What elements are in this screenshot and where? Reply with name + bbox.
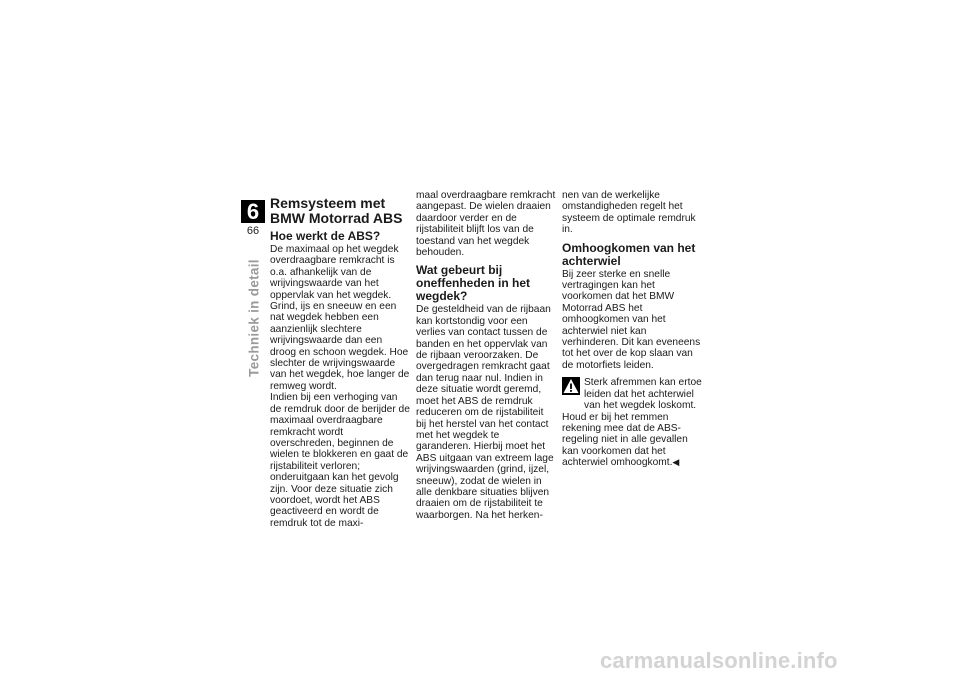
heading-road-unevenness: Wat gebeurt bij oneffenheden in het wegdek?	[416, 263, 530, 304]
heading-how-abs-works: Hoe werkt de ABS?	[270, 229, 381, 243]
paragraph: Bij zeer sterke en snelle vertragingen kan het voorkomen dat het BMW Motorrad ABS het omhoogkomen van het achterwiel niet kan verhinderen. Dit kan eveneens tot het over de kop slaan van de motorfiets leiden.	[562, 268, 701, 371]
paragraph: nen van de werkelijke omstandigheden regelt het systeem de optimale remdruk in.	[562, 190, 696, 236]
paragraph: Indien bij een verhoging van de remdruk door de berijder de maximaal overdraagbare remkracht wordt overschreden, beginnen de wielen te blokkeren en gaat de rijstabiliteit verloren; onderuitgaan kan het gevolg zijn. Voor deze situatie zich voordoet, wordt het ABS geactiveerd en wordt de remdruk tot de maxi-	[270, 392, 410, 529]
paragraph: De gesteldheid van de rijbaan kan kortstondig voor een verlies van contact tussen de banden en het oppervlak van de rijbaan veroorzaken. De overgedragen remkracht gaat dan terug naar nul. Indien in deze situatie wordt geremd, moet het ABS de remdruk reduceren om de rijstabiliteit bij het herstel van het contact met het wegdek te garanderen. Hierbij moet het ABS uitgaan van extreem lage wrijvingswaarden (grind, ijzel, sneeuw), zodat de wielen in alle denkbare situaties blijven draaien om de rijstabiliteit te waarborgen. Na het herken-	[416, 304, 554, 521]
warning-text: Sterk afremmen kan ertoe leiden dat het achterwiel van het wegdek loskomt.	[584, 377, 702, 412]
column-2	[416, 190, 556, 521]
column-1	[270, 190, 410, 529]
side-tab	[236, 238, 272, 398]
side-tab-title: Techniek in detail	[246, 259, 262, 377]
paragraph: maal overdraagbare remkracht aangepast. De wielen draaien daardoor verder en de rijstabiliteit blijft los van de toestand van het wegdek behouden.	[416, 190, 556, 259]
paragraph: Houd er bij het remmen rekening mee dat de ABS-regeling niet in alle gevallen kan voorkomen dat het achterwiel omhoogkomt.◀	[562, 411, 688, 469]
warning-triangle-icon	[562, 377, 580, 395]
watermark: carmanualsonline.info	[600, 648, 838, 673]
warning-block	[562, 377, 702, 411]
paragraph: De maximaal op het wegdek overdraagbare remkracht is o.a. afhankelijk van de wrijvingswaarde van het oppervlak van het wegdek. Grind, ijs en sneeuw en een nat wegdek hebben een aanzienlijk slechtere wrijvingswaarde dan een droog en schoon wegdek. Hoe slechter de wrijvingswaarde van het wegdek, hoe langer de remweg wordt.	[270, 244, 410, 392]
chapter-number-box: 6	[241, 200, 265, 223]
heading-rear-wheel-lift: Omhoogkomen van het achterwiel	[562, 240, 696, 268]
page-number: 66	[246, 225, 260, 237]
section-title: Remsysteem met BMW Motorrad ABS	[270, 195, 403, 226]
end-mark-icon: ◀	[672, 457, 680, 468]
column-3	[562, 190, 702, 469]
